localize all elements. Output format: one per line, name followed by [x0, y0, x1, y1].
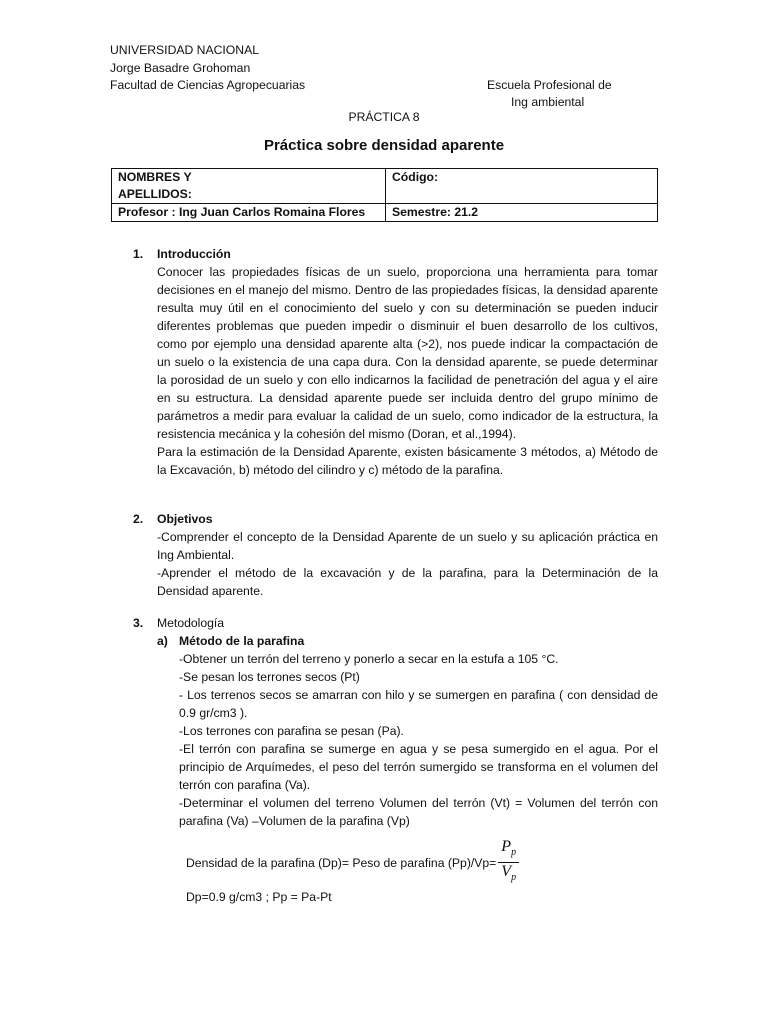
school-name-line2: Ing ambiental — [511, 95, 585, 109]
names-label-line1: NOMBRES Y — [118, 170, 192, 184]
formula-text: Densidad de la parafina (Dp)= Peso de parafina (Pp)/Vp= — [186, 855, 497, 870]
section-number: 2. — [133, 512, 144, 526]
fraction-numerator-sub: p — [511, 847, 517, 859]
paraffin-density-formula — [186, 838, 519, 887]
subsection-letter: a) — [157, 634, 168, 648]
method-step-1: -Obtener un terrón del terreno y ponerlo a secar en la estufa a 105 °C. — [179, 652, 559, 666]
method-step-2: -Se pesan los terrones secos (Pt) — [179, 670, 360, 684]
formula-fraction — [498, 838, 519, 887]
intro-paragraph-2: Para la estimación de la Densidad Aparente, existen básicamente 3 métodos, a) Método de la Excavación, b) método del cilindro y c) método de la parafina. — [157, 445, 658, 477]
section-title: Introducción — [157, 247, 231, 261]
section-introduction — [133, 245, 658, 479]
page-title: Práctica sobre densidad aparente — [263, 137, 505, 154]
faculty-name: Facultad de Ciencias Agropecuarias — [110, 78, 306, 92]
method-step-3: - Los terrenos secos se amarran con hilo y se sumergen en parafina ( con densidad de 0.9 gr/cm3 ). — [179, 688, 658, 720]
code-label: Código: — [392, 170, 439, 184]
section-title: Metodología — [157, 616, 225, 630]
school-name-line1: Escuela Profesional de — [487, 78, 612, 92]
names-cell — [112, 169, 386, 204]
practice-number: PRÁCTICA 8 — [348, 110, 420, 124]
professor-cell: Profesor : Ing Juan Carlos Romaina Flores — [112, 204, 386, 222]
objective-item-1: -Comprender el concepto de la Densidad Aparente de un suelo y su aplicación práctica en Ing Ambiental. — [157, 530, 658, 562]
objective-item-2: -Aprender el método de la excavación y de la parafina, para la Determinación de la Densidad aparente. — [157, 566, 658, 598]
names-label-line2: APELLIDOS: — [118, 187, 192, 201]
subsection-title: Método de la parafina — [179, 634, 305, 648]
dp-values-line: Dp=0.9 g/cm3 ; Pp = Pa-Pt — [186, 890, 332, 904]
section-number: 1. — [133, 247, 144, 261]
university-label: UNIVERSIDAD NACIONAL — [110, 43, 259, 57]
method-step-5: -El terrón con parafina se sumerge en agua y se pesa sumergido en el agua. Por el principio de Arquímedes, el peso del terrón sumergido se transforma en el volumen del terrón con parafina (Va). — [179, 742, 658, 792]
fraction-denominator: V — [501, 863, 512, 881]
fraction-denominator-sub: p — [511, 872, 517, 884]
section-methodology — [133, 614, 658, 830]
semester-cell: Semestre: 21.2 — [386, 204, 658, 222]
method-step-4: -Los terrones con parafina se pesan (Pa). — [179, 724, 404, 738]
fraction-numerator: P — [501, 838, 512, 855]
university-name: Jorge Basadre Grohoman — [110, 61, 251, 75]
section-objectives — [133, 510, 658, 600]
intro-paragraph-1: Conocer las propiedades físicas de un suelo, proporciona una herramienta para tomar decisiones en el manejo del mismo. Dentro de las propiedades físicas, la densidad aparente resulta muy útil en el conocimiento del suelo y con su determinación se pueden inducir diferentes problemas que pueden impedir o disminuir el buen desarrollo de los cultivos, como por ejemplo una densidad aparente alta (>2), nos puede indicar la compactación de un suelo o la existencia de una capa dura. Con la densidad aparente, se puede determinar la porosidad de un suelo y con ello indicarnos la facilidad de penetración del agua y el aire en su estructura. La densidad aparente puede ser incluida dentro del grupo mínimo de parámetros a medir para evaluar la calidad de un suelo, como indicador de la estructura, la resistencia mecánica y la cohesión del mismo (Doran, et al.,1994). — [157, 265, 658, 441]
section-number: 3. — [133, 616, 144, 630]
code-cell — [386, 169, 658, 204]
student-info-table — [111, 168, 658, 222]
method-step-6: -Determinar el volumen del terreno Volumen del terrón (Vt) = Volumen del terrón con parafina (Va) –Volumen de la parafina (Vp) — [179, 796, 658, 828]
section-title: Objetivos — [157, 512, 213, 526]
